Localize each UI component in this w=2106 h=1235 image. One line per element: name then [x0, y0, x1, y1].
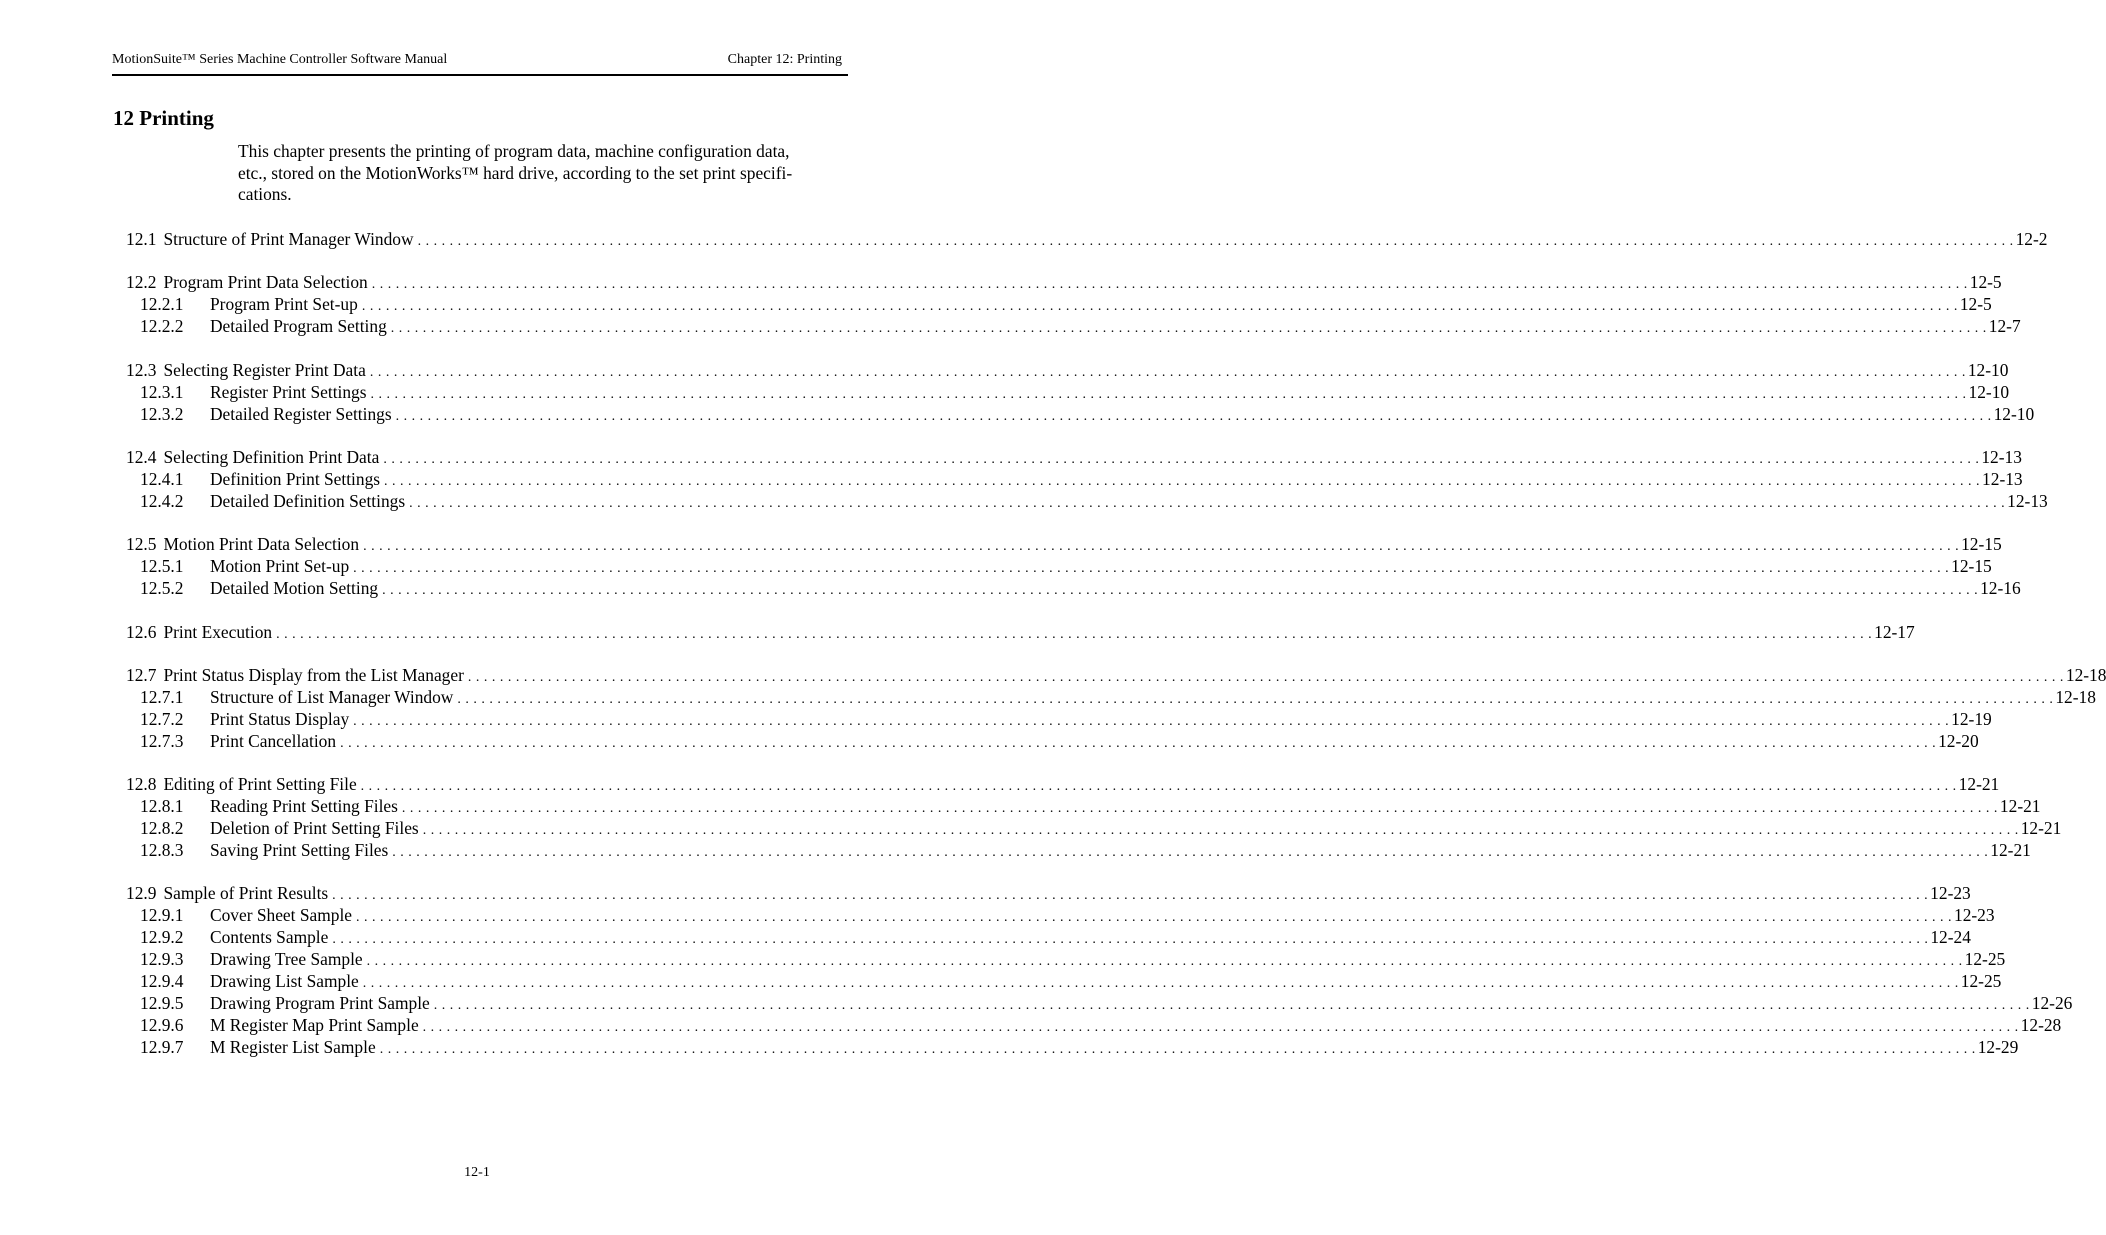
- toc-entry[interactable]: [126, 229, 2048, 251]
- toc-page-number: 12-23: [1930, 883, 1971, 904]
- toc-page-number: 12-10: [1993, 403, 2035, 424]
- toc-section-title: Reading Print Setting Files: [210, 796, 398, 817]
- header-chapter: Chapter 12: Printing: [727, 52, 842, 67]
- toc-subentry[interactable]: [126, 316, 2021, 338]
- toc-dot-leader: . . . . . . . . . . . . . . . . . . . . . . . . . . . . . . . . . . . . . . . . . . . . . . . . . . . . . . . . . . . . . . . . . . . . . . . . . . . . . . . . . . . . . . . . . . . . . . . . . . . . . . . . . . . . . . . . . . . . . . . . . . . . . . . . . . . . . . . . . . . . . . . . . . . . . . . . . . . . . . . . . . . . . . . . . . . . . . . . . . . . . . . . . . . . . . . . . . . . . . . .: [409, 495, 2006, 511]
- toc-section-title: M Register List Sample: [210, 1036, 376, 1057]
- toc-entry[interactable]: [126, 272, 2002, 294]
- chapter-intro: [238, 141, 848, 206]
- toc-dot-leader: . . . . . . . . . . . . . . . . . . . . . . . . . . . . . . . . . . . . . . . . . . . . . . . . . . . . . . . . . . . . . . . . . . . . . . . . . . . . . . . . . . . . . . . . . . . . . . . . . . . . . . . . . . . . . . . . . . . . . . . . . . . . . . . . . . . . . . . . . . . . . . . . . . . . . . . . . . . . . . . . . . . . . . . . . . . . . . . . . . . . . . . . . . . . . . . . . . . . . . . .: [401, 801, 1998, 817]
- toc-section-number: 12.9.5: [140, 992, 184, 1013]
- toc-section-title: Selecting Register Print Data: [163, 359, 366, 380]
- toc-subentry[interactable]: [126, 730, 1979, 753]
- toc-section-number: 12.5.2: [140, 578, 184, 599]
- toc-page-number: 12-10: [1967, 359, 2009, 380]
- toc-dot-leader: . . . . . . . . . . . . . . . . . . . . . . . . . . . . . . . . . . . . . . . . . . . . . . . . . . . . . . . . . . . . . . . . . . . . . . . . . . . . . . . . . . . . . . . . . . . . . . . . . . . . . . . . . . . . . . . . . . . . . . . . . . . . . . . . . . . . . . . . . . . . . . . . . . . . . . . . . . . . . . . . . . . . . . . . . . . . . . . . . . . . . . . . . . . . . . . . . . . . . . . .: [363, 539, 1960, 555]
- toc-section-title: Detailed Register Settings: [210, 403, 392, 424]
- toc-subentry[interactable]: [126, 992, 2073, 1015]
- toc-section-number: 12.9.7: [140, 1036, 184, 1057]
- toc-page-number: 12-21: [1990, 839, 2031, 860]
- toc-page-number: 12-19: [1951, 708, 1992, 729]
- intro-line: etc., stored on the MotionWorks™ hard drive, according to the set print specifi-: [238, 162, 793, 183]
- toc-section-title: Motion Print Set-up: [210, 556, 350, 577]
- toc-section-title: Deletion of Print Setting Files: [210, 817, 419, 838]
- toc-page-number: 12-7: [1988, 316, 2021, 337]
- toc-subentry[interactable]: [126, 1014, 2062, 1037]
- toc-section-title: Program Print Data Selection: [163, 272, 368, 293]
- toc-section-title: Editing of Print Setting File: [163, 774, 357, 795]
- toc-page-number: 12-5: [1969, 272, 2002, 293]
- toc-section-number: 12.7.3: [140, 730, 184, 751]
- toc-group: [126, 272, 2021, 338]
- toc-section-title: Detailed Motion Setting: [210, 578, 379, 599]
- toc-page-number: 12-24: [1930, 927, 1971, 948]
- toc-dot-leader: . . . . . . . . . . . . . . . . . . . . . . . . . . . . . . . . . . . . . . . . . . . . . . . . . . . . . . . . . . . . . . . . . . . . . . . . . . . . . . . . . . . . . . . . . . . . . . . . . . . . . . . . . . . . . . . . . . . . . . . . . . . . . . . . . . . . . . . . . . . . . . . . . . . . . . . . . . . . . . . . . . . . . . . . . . . . . . . . . . . . . . . . . . . . . . . . . . . . . . . .: [467, 670, 2064, 686]
- toc-page-number: 12-5: [1959, 294, 1992, 315]
- toc-section-title: Definition Print Settings: [210, 468, 381, 489]
- toc-dot-leader: . . . . . . . . . . . . . . . . . . . . . . . . . . . . . . . . . . . . . . . . . . . . . . . . . . . . . . . . . . . . . . . . . . . . . . . . . . . . . . . . . . . . . . . . . . . . . . . . . . . . . . . . . . . . . . . . . . . . . . . . . . . . . . . . . . . . . . . . . . . . . . . . . . . . . . . . . . . . . . . . . . . . . . . . . . . . . . . . . . . . . . . . . . . . . . . . . . . . . . . .: [384, 473, 1981, 489]
- toc-entry[interactable]: [126, 774, 2000, 796]
- toc-dot-leader: . . . . . . . . . . . . . . . . . . . . . . . . . . . . . . . . . . . . . . . . . . . . . . . . . . . . . . . . . . . . . . . . . . . . . . . . . . . . . . . . . . . . . . . . . . . . . . . . . . . . . . . . . . . . . . . . . . . . . . . . . . . . . . . . . . . . . . . . . . . . . . . . . . . . . . . . . . . . . . . . . . . . . . . . . . . . . . . . . . . . . . . . . . . . . . . . . . . . . . . .: [395, 408, 1992, 424]
- toc-group: [126, 883, 2073, 1058]
- toc-page-number: 12-29: [1977, 1036, 2019, 1057]
- chapter-title: 12 Printing: [113, 106, 214, 130]
- toc-section-number: 12.7: [126, 665, 157, 686]
- toc-group: [126, 534, 2021, 600]
- toc-dot-leader: . . . . . . . . . . . . . . . . . . . . . . . . . . . . . . . . . . . . . . . . . . . . . . . . . . . . . . . . . . . . . . . . . . . . . . . . . . . . . . . . . . . . . . . . . . . . . . . . . . . . . . . . . . . . . . . . . . . . . . . . . . . . . . . . . . . . . . . . . . . . . . . . . . . . . . . . . . . . . . . . . . . . . . . . . . . . . . . . . . . . . . . . . . . . . . . . . . . . . . . .: [422, 1019, 2019, 1035]
- toc-dot-leader: . . . . . . . . . . . . . . . . . . . . . . . . . . . . . . . . . . . . . . . . . . . . . . . . . . . . . . . . . . . . . . . . . . . . . . . . . . . . . . . . . . . . . . . . . . . . . . . . . . . . . . . . . . . . . . . . . . . . . . . . . . . . . . . . . . . . . . . . . . . . . . . . . . . . . . . . . . . . . . . . . . . . . . . . . . . . . . . . . . . . . . . . . . . . . . . . . . . . . . . .: [417, 234, 2014, 249]
- toc-section-title: Motion Print Data Selection: [163, 534, 360, 555]
- toc-dot-leader: . . . . . . . . . . . . . . . . . . . . . . . . . . . . . . . . . . . . . . . . . . . . . . . . . . . . . . . . . . . . . . . . . . . . . . . . . . . . . . . . . . . . . . . . . . . . . . . . . . . . . . . . . . . . . . . . . . . . . . . . . . . . . . . . . . . . . . . . . . . . . . . . . . . . . . . . . . . . . . . . . . . . . . . . . . . . . . . . . . . . . . . . . . . . . . . . . . . . . . . .: [379, 1041, 1976, 1057]
- toc-dot-leader: . . . . . . . . . . . . . . . . . . . . . . . . . . . . . . . . . . . . . . . . . . . . . . . . . . . . . . . . . . . . . . . . . . . . . . . . . . . . . . . . . . . . . . . . . . . . . . . . . . . . . . . . . . . . . . . . . . . . . . . . . . . . . . . . . . . . . . . . . . . . . . . . . . . . . . . . . . . . . . . . . . . . . . . . . . . . . . . . . . . . . . . . . . . . . . . . . . . . . . . .: [457, 691, 2054, 707]
- toc-page-number: 12-25: [1964, 949, 2006, 970]
- toc-subentry[interactable]: [126, 294, 1992, 316]
- toc-page-number: 12-13: [2007, 490, 2048, 511]
- toc-subentry[interactable]: [126, 949, 2006, 971]
- toc-section-title: Program Print Set-up: [210, 294, 358, 315]
- toc-section-number: 12.8.2: [140, 817, 184, 838]
- toc-section-number: 12.4.1: [140, 468, 184, 489]
- page-header: [112, 52, 848, 76]
- toc-section-title: Detailed Program Setting: [210, 316, 387, 337]
- toc-dot-leader: . . . . . . . . . . . . . . . . . . . . . . . . . . . . . . . . . . . . . . . . . . . . . . . . . . . . . . . . . . . . . . . . . . . . . . . . . . . . . . . . . . . . . . . . . . . . . . . . . . . . . . . . . . . . . . . . . . . . . . . . . . . . . . . . . . . . . . . . . . . . . . . . . . . . . . . . . . . . . . . . . . . . . . . . . . . . . . . . . . . . . . . . . . . . . . . . . . . . . . . .: [362, 975, 1959, 991]
- toc-dot-leader: . . . . . . . . . . . . . . . . . . . . . . . . . . . . . . . . . . . . . . . . . . . . . . . . . . . . . . . . . . . . . . . . . . . . . . . . . . . . . . . . . . . . . . . . . . . . . . . . . . . . . . . . . . . . . . . . . . . . . . . . . . . . . . . . . . . . . . . . . . . . . . . . . . . . . . . . . . . . . . . . . . . . . . . . . . . . . . . . . . . . . . . . . . . . . . . . . . . . . . . .: [433, 997, 2030, 1013]
- toc-section-title: M Register Map Print Sample: [210, 1014, 419, 1035]
- toc-dot-leader: . . . . . . . . . . . . . . . . . . . . . . . . . . . . . . . . . . . . . . . . . . . . . . . . . . . . . . . . . . . . . . . . . . . . . . . . . . . . . . . . . . . . . . . . . . . . . . . . . . . . . . . . . . . . . . . . . . . . . . . . . . . . . . . . . . . . . . . . . . . . . . . . . . . . . . . . . . . . . . . . . . . . . . . . . . . . . . . . . . . . . . . . . . . . . . . . . . . . . . . .: [422, 822, 2019, 838]
- toc-dot-leader: . . . . . . . . . . . . . . . . . . . . . . . . . . . . . . . . . . . . . . . . . . . . . . . . . . . . . . . . . . . . . . . . . . . . . . . . . . . . . . . . . . . . . . . . . . . . . . . . . . . . . . . . . . . . . . . . . . . . . . . . . . . . . . . . . . . . . . . . . . . . . . . . . . . . . . . . . . . . . . . . . . . . . . . . . . . . . . . . . . . . . . . . . . . . . . . . . . . . . . . .: [276, 626, 1873, 642]
- toc-section-number: 12.2.2: [140, 316, 184, 337]
- toc-subentry[interactable]: [126, 403, 2035, 426]
- toc-dot-leader: . . . . . . . . . . . . . . . . . . . . . . . . . . . . . . . . . . . . . . . . . . . . . . . . . . . . . . . . . . . . . . . . . . . . . . . . . . . . . . . . . . . . . . . . . . . . . . . . . . . . . . . . . . . . . . . . . . . . . . . . . . . . . . . . . . . . . . . . . . . . . . . . . . . . . . . . . . . . . . . . . . . . . . . . . . . . . . . . . . . . . . . . . . . . . . . . . . . . . . . .: [353, 561, 1950, 577]
- toc-section-title: Cover Sheet Sample: [210, 905, 352, 926]
- toc-section-number: 12.3.2: [140, 403, 184, 424]
- table-of-contents: [126, 229, 2106, 1080]
- toc-section-title: Sample of Print Results: [163, 883, 329, 904]
- toc-dot-leader: . . . . . . . . . . . . . . . . . . . . . . . . . . . . . . . . . . . . . . . . . . . . . . . . . . . . . . . . . . . . . . . . . . . . . . . . . . . . . . . . . . . . . . . . . . . . . . . . . . . . . . . . . . . . . . . . . . . . . . . . . . . . . . . . . . . . . . . . . . . . . . . . . . . . . . . . . . . . . . . . . . . . . . . . . . . . . . . . . . . . . . . . . . . . . . . . . . . . . . . .: [383, 452, 1980, 468]
- toc-page-number: 12-20: [1938, 730, 1979, 751]
- toc-subentry[interactable]: [126, 556, 1992, 578]
- toc-section-number: 12.4.2: [140, 490, 184, 511]
- toc-page-number: 12-18: [2065, 665, 2106, 686]
- toc-dot-leader: . . . . . . . . . . . . . . . . . . . . . . . . . . . . . . . . . . . . . . . . . . . . . . . . . . . . . . . . . . . . . . . . . . . . . . . . . . . . . . . . . . . . . . . . . . . . . . . . . . . . . . . . . . . . . . . . . . . . . . . . . . . . . . . . . . . . . . . . . . . . . . . . . . . . . . . . . . . . . . . . . . . . . . . . . . . . . . . . . . . . . . . . . . . . . . . . . . . . . . . .: [360, 779, 1957, 795]
- toc-dot-leader: . . . . . . . . . . . . . . . . . . . . . . . . . . . . . . . . . . . . . . . . . . . . . . . . . . . . . . . . . . . . . . . . . . . . . . . . . . . . . . . . . . . . . . . . . . . . . . . . . . . . . . . . . . . . . . . . . . . . . . . . . . . . . . . . . . . . . . . . . . . . . . . . . . . . . . . . . . . . . . . . . . . . . . . . . . . . . . . . . . . . . . . . . . . . . . . . . . . . . . . .: [382, 583, 1979, 599]
- toc-subentry[interactable]: [126, 839, 2031, 862]
- toc-subentry[interactable]: [126, 796, 2041, 818]
- toc-group: [126, 447, 2048, 513]
- toc-subentry[interactable]: [126, 1036, 2019, 1059]
- toc-page-number: 12-21: [2020, 817, 2062, 838]
- toc-section-number: 12.3.1: [140, 381, 184, 402]
- toc-section-title: Drawing Tree Sample: [210, 949, 363, 970]
- toc-section-number: 12.9.6: [140, 1014, 184, 1035]
- toc-section-number: 12.5: [126, 534, 157, 555]
- toc-page-number: 12-28: [2020, 1014, 2062, 1035]
- toc-page-number: 12-16: [1980, 578, 2021, 599]
- toc-dot-leader: . . . . . . . . . . . . . . . . . . . . . . . . . . . . . . . . . . . . . . . . . . . . . . . . . . . . . . . . . . . . . . . . . . . . . . . . . . . . . . . . . . . . . . . . . . . . . . . . . . . . . . . . . . . . . . . . . . . . . . . . . . . . . . . . . . . . . . . . . . . . . . . . . . . . . . . . . . . . . . . . . . . . . . . . . . . . . . . . . . . . . . . . . . . . . . . . . . . . . . . .: [353, 713, 1950, 729]
- toc-section-title: Print Execution: [163, 621, 273, 642]
- toc-section-number: 12.8.3: [140, 839, 184, 860]
- toc-dot-leader: . . . . . . . . . . . . . . . . . . . . . . . . . . . . . . . . . . . . . . . . . . . . . . . . . . . . . . . . . . . . . . . . . . . . . . . . . . . . . . . . . . . . . . . . . . . . . . . . . . . . . . . . . . . . . . . . . . . . . . . . . . . . . . . . . . . . . . . . . . . . . . . . . . . . . . . . . . . . . . . . . . . . . . . . . . . . . . . . . . . . . . . . . . . . . . . . . . . . . . . .: [332, 888, 1929, 904]
- toc-subentry[interactable]: [126, 578, 2021, 600]
- toc-subentry[interactable]: [126, 708, 1992, 731]
- intro-line: cations.: [238, 184, 292, 204]
- toc-section-title: Detailed Definition Settings: [210, 490, 406, 511]
- toc-group: [126, 359, 2035, 426]
- toc-page-number: 12-2: [2015, 229, 2048, 249]
- toc-section-number: 12.1: [126, 229, 157, 249]
- toc-group: [126, 774, 2062, 862]
- toc-page-number: 12-26: [2031, 992, 2073, 1013]
- toc-dot-leader: . . . . . . . . . . . . . . . . . . . . . . . . . . . . . . . . . . . . . . . . . . . . . . . . . . . . . . . . . . . . . . . . . . . . . . . . . . . . . . . . . . . . . . . . . . . . . . . . . . . . . . . . . . . . . . . . . . . . . . . . . . . . . . . . . . . . . . . . . . . . . . . . . . . . . . . . . . . . . . . . . . . . . . . . . . . . . . . . . . . . . . . . . . . . . . . . . . . . . . . .: [369, 364, 1966, 380]
- toc-page-number: 12-15: [1951, 556, 1992, 577]
- toc-section-title: Print Cancellation: [210, 730, 337, 751]
- toc-page-number: 12-13: [1981, 447, 2022, 468]
- toc-section-number: 12.7.2: [140, 708, 184, 729]
- toc-section-title: Drawing List Sample: [210, 970, 359, 991]
- toc-subentry[interactable]: [126, 468, 2023, 491]
- toc-section-title: Print Status Display from the List Manager: [163, 665, 464, 686]
- toc-subentry[interactable]: [126, 686, 2096, 709]
- toc-page-number: 12-21: [1958, 774, 2000, 795]
- toc-page-number: 12-13: [1982, 468, 2023, 489]
- toc-page-number: 12-21: [1999, 796, 2041, 817]
- toc-dot-leader: . . . . . . . . . . . . . . . . . . . . . . . . . . . . . . . . . . . . . . . . . . . . . . . . . . . . . . . . . . . . . . . . . . . . . . . . . . . . . . . . . . . . . . . . . . . . . . . . . . . . . . . . . . . . . . . . . . . . . . . . . . . . . . . . . . . . . . . . . . . . . . . . . . . . . . . . . . . . . . . . . . . . . . . . . . . . . . . . . . . . . . . . . . . . . . . . . . . . . . . .: [371, 277, 1968, 293]
- toc-page-number: 12-18: [2055, 686, 2096, 707]
- toc-page-number: 12-25: [1960, 970, 2002, 991]
- toc-section-number: 12.2: [126, 272, 157, 293]
- toc-dot-leader: . . . . . . . . . . . . . . . . . . . . . . . . . . . . . . . . . . . . . . . . . . . . . . . . . . . . . . . . . . . . . . . . . . . . . . . . . . . . . . . . . . . . . . . . . . . . . . . . . . . . . . . . . . . . . . . . . . . . . . . . . . . . . . . . . . . . . . . . . . . . . . . . . . . . . . . . . . . . . . . . . . . . . . . . . . . . . . . . . . . . . . . . . . . . . . . . . . . . . . . .: [390, 321, 1987, 337]
- intro-line: This chapter presents the printing of program data, machine configuration data,: [238, 141, 790, 161]
- toc-section-title: Structure of List Manager Window: [210, 686, 454, 707]
- toc-subentry[interactable]: [126, 927, 1971, 949]
- toc-section-number: 12.5.1: [140, 556, 184, 577]
- toc-entry[interactable]: [126, 447, 2022, 469]
- toc-section-number: 12.6: [126, 621, 157, 642]
- toc-page-number: 12-15: [1961, 534, 2002, 555]
- toc-dot-leader: . . . . . . . . . . . . . . . . . . . . . . . . . . . . . . . . . . . . . . . . . . . . . . . . . . . . . . . . . . . . . . . . . . . . . . . . . . . . . . . . . . . . . . . . . . . . . . . . . . . . . . . . . . . . . . . . . . . . . . . . . . . . . . . . . . . . . . . . . . . . . . . . . . . . . . . . . . . . . . . . . . . . . . . . . . . . . . . . . . . . . . . . . . . . . . . . . . . . . . . .: [332, 932, 1929, 948]
- toc-section-title: Register Print Settings: [210, 381, 367, 402]
- toc-group: [126, 665, 2106, 753]
- toc-entry[interactable]: [126, 534, 2002, 556]
- toc-section-title: Print Status Display: [210, 708, 350, 729]
- toc-entry[interactable]: [126, 883, 1971, 905]
- toc-entry[interactable]: [126, 359, 2009, 382]
- toc-dot-leader: . . . . . . . . . . . . . . . . . . . . . . . . . . . . . . . . . . . . . . . . . . . . . . . . . . . . . . . . . . . . . . . . . . . . . . . . . . . . . . . . . . . . . . . . . . . . . . . . . . . . . . . . . . . . . . . . . . . . . . . . . . . . . . . . . . . . . . . . . . . . . . . . . . . . . . . . . . . . . . . . . . . . . . . . . . . . . . . . . . . . . . . . . . . . . . . . . . . . . . . .: [370, 386, 1967, 402]
- toc-dot-leader: . . . . . . . . . . . . . . . . . . . . . . . . . . . . . . . . . . . . . . . . . . . . . . . . . . . . . . . . . . . . . . . . . . . . . . . . . . . . . . . . . . . . . . . . . . . . . . . . . . . . . . . . . . . . . . . . . . . . . . . . . . . . . . . . . . . . . . . . . . . . . . . . . . . . . . . . . . . . . . . . . . . . . . . . . . . . . . . . . . . . . . . . . . . . . . . . . . . . . . . .: [356, 910, 1952, 926]
- toc-section-title: Selecting Definition Print Data: [163, 447, 380, 468]
- toc-section-title: Structure of Print Manager Window: [163, 229, 414, 249]
- toc-page-number: 12-17: [1874, 621, 1915, 642]
- toc-subentry[interactable]: [126, 817, 2062, 840]
- toc-section-number: 12.2.1: [140, 294, 184, 315]
- toc-section-number: 12.8: [126, 774, 157, 795]
- toc-entry[interactable]: [126, 621, 1915, 644]
- toc-section-number: 12.4: [126, 447, 157, 468]
- toc-dot-leader: . . . . . . . . . . . . . . . . . . . . . . . . . . . . . . . . . . . . . . . . . . . . . . . . . . . . . . . . . . . . . . . . . . . . . . . . . . . . . . . . . . . . . . . . . . . . . . . . . . . . . . . . . . . . . . . . . . . . . . . . . . . . . . . . . . . . . . . . . . . . . . . . . . . . . . . . . . . . . . . . . . . . . . . . . . . . . . . . . . . . . . . . . . . . . . . . . . . . . . . .: [392, 844, 1989, 860]
- toc-group: [126, 621, 1915, 644]
- toc-section-number: 12.9.1: [140, 905, 184, 926]
- toc-subentry[interactable]: [126, 970, 2002, 993]
- toc-section-number: 12.9.3: [140, 949, 184, 970]
- toc-dot-leader: . . . . . . . . . . . . . . . . . . . . . . . . . . . . . . . . . . . . . . . . . . . . . . . . . . . . . . . . . . . . . . . . . . . . . . . . . . . . . . . . . . . . . . . . . . . . . . . . . . . . . . . . . . . . . . . . . . . . . . . . . . . . . . . . . . . . . . . . . . . . . . . . . . . . . . . . . . . . . . . . . . . . . . . . . . . . . . . . . . . . . . . . . . . . . . . . . . . . . . . .: [340, 735, 1937, 751]
- toc-section-title: Drawing Program Print Sample: [210, 992, 430, 1013]
- toc-page-number: 12-10: [1968, 381, 2010, 402]
- toc-dot-leader: . . . . . . . . . . . . . . . . . . . . . . . . . . . . . . . . . . . . . . . . . . . . . . . . . . . . . . . . . . . . . . . . . . . . . . . . . . . . . . . . . . . . . . . . . . . . . . . . . . . . . . . . . . . . . . . . . . . . . . . . . . . . . . . . . . . . . . . . . . . . . . . . . . . . . . . . . . . . . . . . . . . . . . . . . . . . . . . . . . . . . . . . . . . . . . . . . . . . . . . .: [366, 954, 1963, 970]
- toc-dot-leader: . . . . . . . . . . . . . . . . . . . . . . . . . . . . . . . . . . . . . . . . . . . . . . . . . . . . . . . . . . . . . . . . . . . . . . . . . . . . . . . . . . . . . . . . . . . . . . . . . . . . . . . . . . . . . . . . . . . . . . . . . . . . . . . . . . . . . . . . . . . . . . . . . . . . . . . . . . . . . . . . . . . . . . . . . . . . . . . . . . . . . . . . . . . . . . . . . . . . . . . .: [361, 299, 1958, 315]
- toc-section-title: Saving Print Setting Files: [210, 839, 389, 860]
- toc-subentry[interactable]: [126, 905, 1995, 927]
- header-manual-title: MotionSuite™ Series Machine Controller Software Manual: [112, 52, 448, 67]
- toc-subentry[interactable]: [126, 381, 2010, 404]
- toc-section-number: 12.9.2: [140, 927, 184, 948]
- toc-section-number: 12.9: [126, 883, 157, 904]
- toc-section-number: 12.8.1: [140, 796, 184, 817]
- toc-page-number: 12-23: [1954, 905, 1995, 926]
- toc-group: [126, 229, 2048, 251]
- toc-section-number: 12.9.4: [140, 970, 184, 991]
- toc-section-number: 12.7.1: [140, 686, 184, 707]
- toc-section-title: Contents Sample: [210, 927, 329, 948]
- toc-subentry[interactable]: [126, 490, 2048, 513]
- toc-entry[interactable]: [126, 665, 2106, 687]
- page-number: 12-1: [464, 1165, 490, 1180]
- toc-section-number: 12.3: [126, 359, 157, 380]
